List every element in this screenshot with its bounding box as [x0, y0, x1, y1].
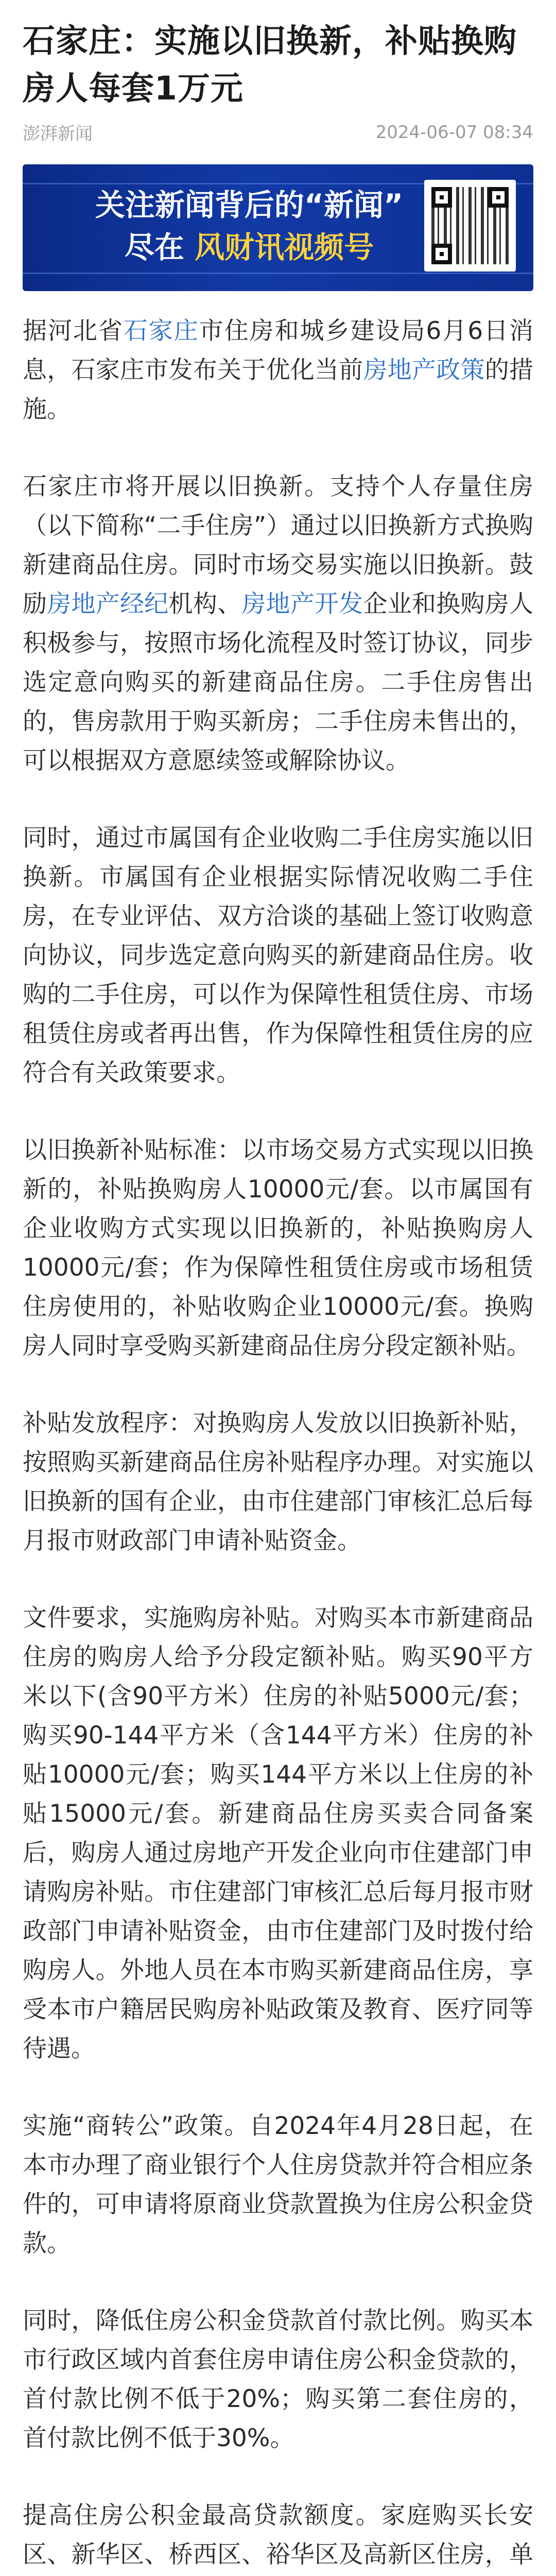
promo-banner[interactable]	[23, 164, 533, 291]
article-paragraph	[23, 312, 533, 429]
paragraph-text: 同时，降低住房公积金贷款首付款比例。购买本市行政区域内首套住房申请住房公积金贷款的，首付款比例不低于20%；购买第二套住房的，首付款比例不低于30%。	[23, 2307, 533, 2452]
keyword-link[interactable]: 房地产政策	[363, 356, 485, 384]
paragraph-text: 机构、	[168, 590, 242, 618]
banner-text	[59, 185, 440, 269]
paragraph-text: 补贴发放程序：对换购房人发放以旧换新补贴，按照购买新建商品住房补贴程序办理。对实施以旧换新的国有企业，由市住建部门审核汇总后每月报市财政部门申请补贴资金。	[23, 1409, 533, 1555]
paragraph-text: 提高住房公积金最高贷款额度。家庭购买长安区、新华区、桥西区、裕华区及高新区住房，单	[23, 2501, 533, 2569]
paragraph-text: 市住房和城乡建设局6月6日消息，石家庄市发布关于优化当前	[23, 317, 534, 384]
paragraph-text: 文件要求，实施购房补贴。对购买本市新建商品住房的购房人给予分段定额补贴。购买90平方米以下(含90平方米）住房的补贴5000元/套；购买90-144平方米（含144平方米）住房的补贴10000元/套；购买144平方米以上住房的补贴15000元/套。新建商品住房买卖合同备案后，购房人通过房地产开发企业向市住建部门申请购房补贴。市住建部门审核汇总后每月报市财政部门申请补贴资金，由市住建部门及时拨付给购房人。外地人员在本市购买新建商品住房，享受本市户籍居民购房补贴政策及教育、医疗同等待遇。	[23, 1604, 533, 2063]
article-datetime: 2024-06-07 08:34	[375, 122, 533, 143]
article-body	[23, 312, 533, 2576]
paragraph-text: 实施“商转公”政策。自2024年4月28日起，在本市办理了商业银行个人住房贷款并符合相应条件的，可申请将原商业贷款置换为住房公积金贷款。	[23, 2112, 533, 2258]
keyword-link[interactable]: 房地产经纪	[47, 590, 169, 618]
banner-headline: 关注新闻背后的“新闻”	[95, 188, 404, 223]
article-paragraph	[23, 2107, 533, 2263]
qr-finder	[488, 187, 509, 208]
article-paragraph	[23, 2496, 533, 2576]
article-paragraph	[23, 819, 533, 1093]
qr-finder	[431, 244, 452, 264]
banner-highlight: 风财讯视频号	[195, 230, 374, 265]
paragraph-text: 企业和换购房人积极参与，按照市场化流程及时签订协议，同步选定意向购买的新建商品住房。二手住房售出的，售房款用于购买新房；二手住房未售出的，可以根据双方意愿续签或解除协议。	[23, 590, 533, 775]
paragraph-text: 石家庄市将开展以旧换新。支持个人存量住房（以下简称“二手住房”）通过以旧换新方式换购新建商品住房。同时市场交易实施以旧换新。鼓励	[23, 472, 533, 618]
paragraph-text: 据河北省	[23, 317, 124, 345]
paragraph-text: 同时，通过市属国有企业收购二手住房实施以旧换新。市属国有企业根据实际情况收购二手住房，在专业评估、双方洽谈的基础上签订收购意向协议，同步选定意向购买的新建商品住房。收购的二手住房，可以作为保障性租赁住房、市场租赁住房或者再出售，作为保障性租赁住房的应符合有关政策要求。	[23, 824, 533, 1087]
keyword-link[interactable]: 房地产开发	[241, 590, 363, 618]
article-paragraph	[23, 1404, 533, 1561]
article-source[interactable]: 澎湃新闻	[23, 124, 93, 144]
qr-code-icon	[424, 180, 516, 272]
banner-stripe	[23, 273, 533, 274]
qr-finder	[431, 187, 452, 208]
article-paragraph	[23, 1599, 533, 2069]
article-paragraph	[23, 467, 533, 781]
banner-subline-prefix: 尽在	[124, 230, 195, 265]
paragraph-text: 的措施。	[23, 356, 533, 423]
keyword-link[interactable]: 石家庄	[123, 317, 199, 345]
article-title: 石家庄：实施以旧换新，补贴换购房人每套1万元	[23, 22, 517, 107]
article-paragraph	[23, 2301, 533, 2458]
article-paragraph	[23, 1131, 533, 1366]
banner-subline	[59, 225, 440, 269]
article-meta	[23, 120, 533, 145]
paragraph-text: 以旧换新补贴标准：以市场交易方式实现以旧换新的，补贴换购房人10000元/套。以市属国有企业收购方式实现以旧换新的，补贴换购房人10000元/套；作为保障性租赁住房或市场租赁住房使用的，补贴收购企业10000元/套。换购房人同时享受购买新建商品住房分段定额补贴。	[23, 1136, 533, 1360]
